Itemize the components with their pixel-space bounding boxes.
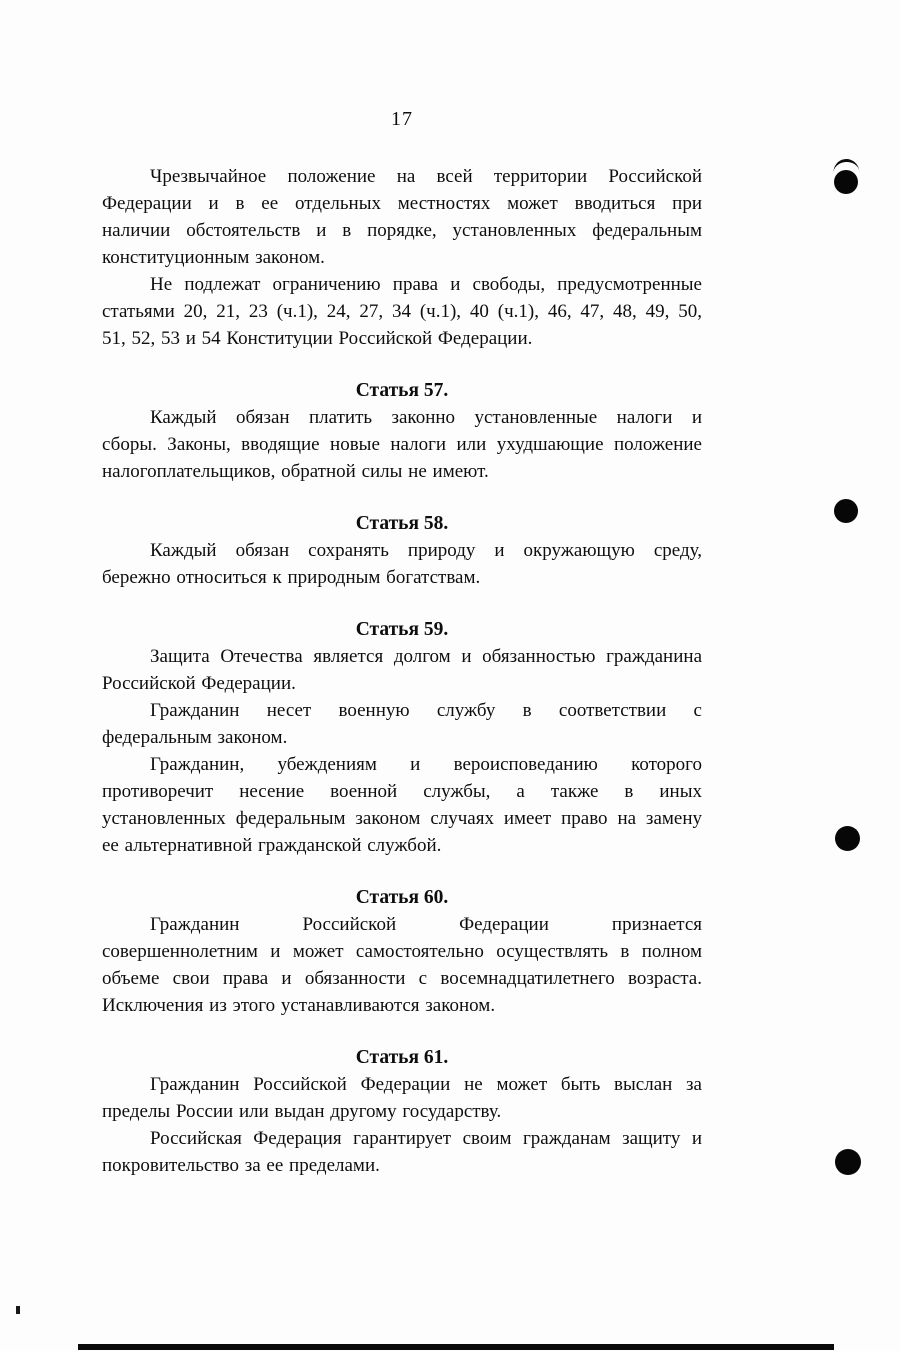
article-section [102,163,702,352]
text-line: покровительство за ее пределами. [102,1155,380,1176]
article-heading: Статья 60. [355,887,449,908]
text-line: Гражданин несет военную службу в соответствии с [150,700,702,721]
text-line: противоречит несение военной службы, а также в иных [102,781,702,802]
article-section [102,616,702,859]
text-line: Российская Федерация гарантирует своим гражданам защиту и [150,1128,702,1149]
text-line: 51, 52, 53 и 54 Конституции Российской Федерации. [102,328,533,349]
text-line: Федерации и в ее отдельных местностях может вводиться при [102,193,702,214]
paragraph [102,697,702,751]
article-heading: Статья 57. [355,380,449,401]
article-heading: Статья 59. [355,619,449,640]
text-line: бережно относиться к природным богатствам. [102,567,481,588]
punch-hole-dot-icon [834,499,858,523]
article-section [102,377,702,485]
paragraph [102,163,702,271]
text-line: Чрезвычайное положение на всей территории Российской [150,166,702,187]
text-line: Гражданин, убеждениям и вероисповеданию которого [150,754,702,775]
article-section [102,1044,702,1179]
text-line: Каждый обязан платить законно установленные налоги и [150,407,702,428]
punch-hole-dot-icon [835,826,860,851]
scan-bottom-bar [78,1344,834,1350]
text-line: наличии обстоятельств и в порядке, установленных федеральным [102,220,702,241]
article-section [102,884,702,1019]
punch-hole-dot-icon [835,1149,861,1175]
punch-hole-dot-icon [834,170,858,194]
paragraph [102,537,702,591]
paragraph [102,751,702,859]
paragraph [102,271,702,352]
text-line: статьями 20, 21, 23 (ч.1), 24, 27, 34 (ч.1), 40 (ч.1), 46, 47, 48, 49, 50, [102,301,702,322]
text-line: совершеннолетним и может самостоятельно осуществлять в полном [102,941,702,962]
text-line: объеме свои права и обязанности с восемнадцатилетнего возраста. [102,968,702,989]
paragraph [102,1071,702,1125]
scan-speck [16,1306,20,1314]
document-body [102,163,702,1179]
text-line: Каждый обязан сохранять природу и окружающую среду, [150,540,702,561]
article-heading: Статья 58. [355,513,449,534]
article-heading: Статья 61. [355,1047,449,1068]
text-line: федеральным законом. [102,727,288,748]
text-line: пределы России или выдан другому государству. [102,1101,502,1122]
text-line: Гражданин Российской Федерации признается [150,914,702,935]
text-line: установленных федеральным законом случаях имеет право на замену [102,808,702,829]
text-line: ее альтернативной гражданской службой. [102,835,442,856]
text-line: конституционным законом. [102,247,325,268]
text-line: налогоплательщиков, обратной силы не имеют. [102,461,489,482]
text-line: Российской Федерации. [102,673,296,694]
document-column [102,0,702,1179]
text-line: сборы. Законы, вводящие новые налоги или ухудшающие положение [102,434,702,455]
text-line: Защита Отечества является долгом и обязанностью гражданина [150,646,702,667]
text-line: Гражданин Российской Федерации не может быть выслан за [150,1074,702,1095]
text-line: Не подлежат ограничению права и свободы, предусмотренные [150,274,702,295]
paragraph [102,911,702,1019]
article-section [102,510,702,591]
text-line: Исключения из этого устанавливаются законом. [102,995,496,1016]
paragraph [102,1125,702,1179]
page-number: 17 [391,108,413,130]
paragraph [102,643,702,697]
paragraph [102,404,702,485]
